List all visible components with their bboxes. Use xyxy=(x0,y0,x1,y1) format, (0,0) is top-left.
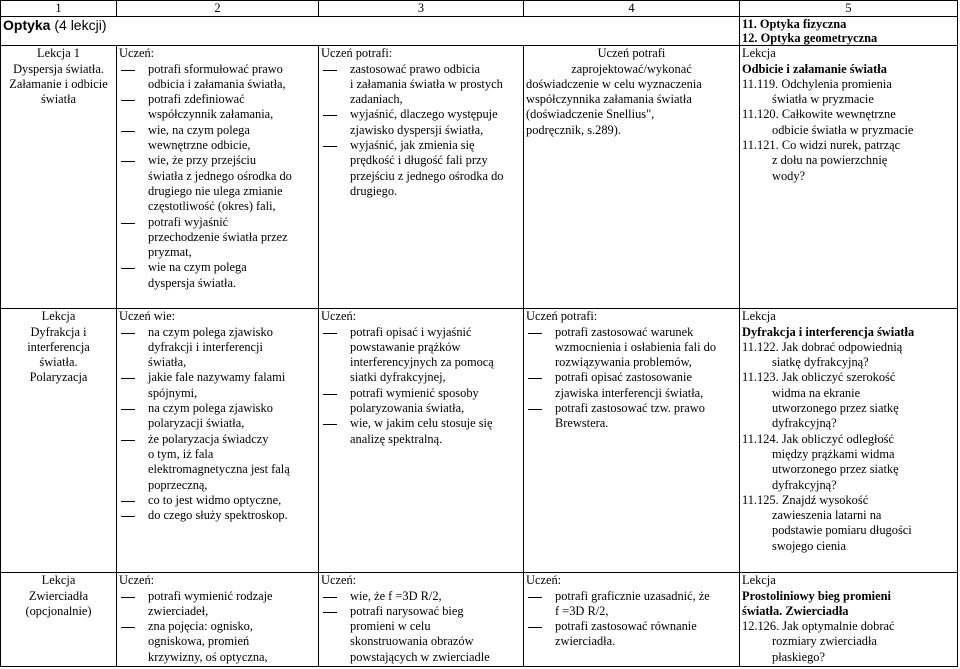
item-line: zjawiska interferencji światła, xyxy=(555,385,704,400)
cell-line: (doświadczenie Snellius", xyxy=(526,107,655,122)
item-line: prędkość i długość fali przy xyxy=(350,153,488,168)
item-line: drugiego nie ulega zmianie xyxy=(148,183,283,198)
task-text: Jak obliczyć szerokość xyxy=(781,370,896,385)
task-item xyxy=(742,432,955,493)
skills-extended-cell xyxy=(319,46,524,309)
task-number: 11.124. xyxy=(742,431,779,446)
title-rest: (4 lekcji) xyxy=(50,17,107,34)
task-line: siatkę dyfrakcyjną? xyxy=(772,355,869,370)
bullet-item xyxy=(321,138,521,199)
lesson-title-line: Odbicie i załamanie światła xyxy=(742,61,887,76)
item-line: pryzmat, xyxy=(148,245,192,260)
lesson-line: Dyfrakcja i xyxy=(30,324,87,339)
task-line xyxy=(742,370,955,385)
item-line: wie, w jakim celu stosuje się xyxy=(350,416,493,431)
item-line: zwierciadeł, xyxy=(148,603,209,618)
task-line: z dołu na powierzchnię xyxy=(772,153,888,168)
task-line: widma na ekranie xyxy=(772,385,861,400)
header-line: 12. Optyka geometryczna xyxy=(742,31,878,46)
skills-basic-cell xyxy=(117,309,319,573)
item-line: siatki dyfrakcyjnej, xyxy=(350,370,446,385)
bullet-item xyxy=(119,493,316,508)
lesson-row xyxy=(1,46,958,309)
task-line: swojego cienia xyxy=(772,538,846,553)
task-line xyxy=(742,432,955,447)
item-line: wewnętrzne odbicie, xyxy=(148,138,251,153)
item-line: przechodzenie światła przez xyxy=(148,229,288,244)
task-line xyxy=(742,619,955,634)
lesson-title-line: Lekcja xyxy=(742,46,776,61)
lesson-title-line: Lekcja xyxy=(742,309,776,324)
item-line: wzmocnienia i osłabienia fali do xyxy=(555,339,717,354)
bullet-item xyxy=(119,62,316,93)
task-line: odbicie światła w pryzmacie xyxy=(772,122,914,137)
task-number: 11.121. xyxy=(742,138,779,153)
task-text: Jak dobrać odpowiednią xyxy=(781,339,903,354)
bullet-item xyxy=(526,325,737,371)
item-line: na czym polega zjawisko xyxy=(148,324,273,339)
item-line: współczynnik załamania, xyxy=(148,107,274,122)
lesson-row xyxy=(1,309,958,573)
bullet-item xyxy=(119,123,316,154)
bullet-item xyxy=(119,370,316,401)
lesson-title-line: światła. Zwierciadła xyxy=(742,603,849,618)
lesson-line: Lekcja 1 xyxy=(37,46,80,61)
task-text: Jak obliczyć odległość xyxy=(781,431,894,446)
item-line: elektromagnetyczna jest falą xyxy=(148,462,290,477)
item-line: polaryzacji światła, xyxy=(148,416,245,431)
item-line: przejściu z jednego ośrodka do xyxy=(350,168,504,183)
task-line: utworzonego przez siatkę xyxy=(772,401,899,416)
task-line xyxy=(742,340,955,355)
bullet-item xyxy=(526,589,737,620)
item-line: dyfrakcji i interferencji xyxy=(148,339,263,354)
item-line: zastosować prawo odbicia xyxy=(350,61,481,76)
cell-heading: Uczeń wie: xyxy=(119,309,176,324)
task-line xyxy=(742,493,955,508)
cell-heading: Uczeń: xyxy=(321,309,357,324)
bullet-item xyxy=(119,215,316,261)
bullet-item xyxy=(119,401,316,432)
task-line: rozmiary zwierciadła xyxy=(772,634,877,649)
lesson-line: interferencja xyxy=(27,339,90,354)
task-line: utworzonego przez siatkę xyxy=(772,462,899,477)
item-line: wie, że f =3D R/2, xyxy=(350,588,442,603)
lesson-title-line: Dyfrakcja i interferencja światła xyxy=(742,324,915,339)
item-line: poprzeczną, xyxy=(148,477,208,492)
item-line: krzywizny, oś optyczna, xyxy=(148,649,268,664)
cell-heading: Uczeń: xyxy=(119,46,155,61)
bullet-item xyxy=(321,62,521,108)
cell-heading: Uczeń: xyxy=(526,573,562,588)
item-line: Brewstera. xyxy=(555,416,609,431)
lesson-line: Załamanie i odbicie xyxy=(9,76,108,91)
task-item xyxy=(742,619,955,665)
item-line: jakie fale nazywamy falami xyxy=(148,370,286,385)
cell-heading: Uczeń: xyxy=(119,573,155,588)
bullet-item xyxy=(119,432,316,493)
item-line: interferencyjnych za pomocą xyxy=(350,355,494,370)
item-line: dyspersja światła. xyxy=(148,275,237,290)
task-number: 12.126. xyxy=(742,619,780,634)
lesson-cell xyxy=(1,46,117,309)
cell-heading: Uczeń potrafi: xyxy=(321,46,393,61)
item-line: f =3D R/2, xyxy=(555,603,609,618)
skills-advanced-cell xyxy=(524,46,740,309)
skills-extended-cell xyxy=(319,573,524,667)
cell-line: doświadczenie w celu wyznaczenia xyxy=(526,76,702,91)
item-line: polaryzowania światła, xyxy=(350,401,465,416)
task-text: Jak optymalnie dobrać xyxy=(782,619,895,634)
task-number: 11.125. xyxy=(742,492,779,507)
bullet-item xyxy=(526,619,737,650)
task-line: światła w pryzmacie xyxy=(772,92,874,107)
task-text: Co widzi nurek, patrząc xyxy=(781,138,901,153)
item-line: analizę spektralną. xyxy=(350,431,443,446)
item-line: potrafi zastosować tzw. prawo xyxy=(555,401,705,416)
task-item xyxy=(742,77,955,108)
bullet-item xyxy=(321,386,521,417)
task-item xyxy=(742,138,955,184)
item-line: powstawanie prążków xyxy=(350,339,461,354)
lesson-cell xyxy=(1,309,117,573)
bullet-item xyxy=(119,589,316,620)
lesson-row xyxy=(1,573,958,667)
item-line: zadaniach, xyxy=(350,92,403,107)
lesson-title-line: Lekcja xyxy=(742,573,776,588)
item-line: potrafi zastosować warunek xyxy=(555,324,694,339)
item-line: wyjaśnić, dlaczego występuje xyxy=(350,107,498,122)
item-line: potrafi sformułować prawo xyxy=(148,61,283,76)
skills-basic-cell xyxy=(117,46,319,309)
bullet-item xyxy=(119,260,316,291)
cell-heading: Uczeń potrafi: xyxy=(526,309,598,324)
bullet-item xyxy=(321,604,521,665)
item-line: powstających w zwierciadle xyxy=(350,649,490,664)
task-line: zawieszenia latarni na xyxy=(772,508,882,523)
task-line: wody? xyxy=(772,168,806,183)
col-number: 1 xyxy=(1,1,117,17)
col-number: 5 xyxy=(740,1,958,17)
item-line: o tym, iż fala xyxy=(148,446,214,461)
lesson-cell xyxy=(1,573,117,667)
tasks-cell xyxy=(740,46,958,309)
skills-basic-cell xyxy=(117,573,319,667)
cell-line: zaprojektować/wykonać xyxy=(571,61,692,76)
cell-line: współczynnika załamania światła xyxy=(526,92,692,107)
bullet-item xyxy=(119,92,316,123)
task-line: między prążkami widma xyxy=(772,446,895,461)
item-line: potrafi wymienić sposoby xyxy=(350,385,479,400)
item-line: potrafi narysować bieg xyxy=(350,603,464,618)
cell-line: Uczeń potrafi xyxy=(597,46,666,61)
task-item xyxy=(742,493,955,554)
section-title-row xyxy=(1,17,958,46)
item-line: skonstruowania obrazów xyxy=(350,634,474,649)
col-number: 4 xyxy=(524,1,740,17)
item-line: co to jest widmo optyczne, xyxy=(148,492,282,507)
lesson-line: (opcjonalnie) xyxy=(25,603,92,618)
section-title xyxy=(1,17,740,46)
task-text: Znajdź wysokość xyxy=(781,492,869,507)
task-number: 11.119. xyxy=(742,76,779,91)
item-line: na czym polega zjawisko xyxy=(148,401,273,416)
item-line: i załamania światła w prostych xyxy=(350,76,503,91)
bullet-item xyxy=(321,589,521,604)
skills-extended-cell xyxy=(319,309,524,573)
item-line: do czego służy spektroskop. xyxy=(148,508,288,523)
skills-advanced-cell xyxy=(524,309,740,573)
section-right-header xyxy=(740,17,958,46)
col-number: 3 xyxy=(319,1,524,17)
cell-heading: Uczeń: xyxy=(321,573,357,588)
title-bold: Optyka xyxy=(3,17,51,34)
task-line: dyfrakcyjną? xyxy=(772,477,837,492)
item-line: ogniskowa, promień xyxy=(148,634,250,649)
item-line: drugiego. xyxy=(350,183,398,198)
item-line: wie, że przy przejściu xyxy=(148,153,257,168)
lesson-line: światła. xyxy=(39,355,78,370)
item-line: potrafi opisać zastosowanie xyxy=(555,370,692,385)
task-text: Odchylenia promienia xyxy=(781,76,892,91)
task-line: dyfrakcyjną? xyxy=(772,416,837,431)
cell-line: podręcznik, s.289). xyxy=(526,122,621,137)
item-line: potrafi wymienić rodzaje xyxy=(148,588,273,603)
item-line: że polaryzacja świadczy xyxy=(148,431,269,446)
bullet-item xyxy=(321,416,521,447)
item-line: wie na czym polega xyxy=(148,260,247,275)
lesson-line: Lekcja xyxy=(41,573,76,588)
header-line: 11. Optyka fizyczna xyxy=(742,17,847,32)
item-line: światła z jednego ośrodka do xyxy=(148,168,292,183)
bullet-item xyxy=(526,370,737,401)
column-number-row xyxy=(1,1,958,17)
bullet-item xyxy=(119,508,316,523)
task-item xyxy=(742,340,955,371)
item-line: częstotliwość (okres) fali, xyxy=(148,199,276,214)
item-line: rozwiązywania problemów, xyxy=(555,355,692,370)
bullet-item xyxy=(119,619,316,665)
task-number: 11.123. xyxy=(742,370,779,385)
item-line: zjawisko dyspersji światła, xyxy=(350,122,484,137)
bullet-item xyxy=(119,153,316,214)
task-line: płaskiego? xyxy=(772,649,825,664)
lesson-line: Dyspersja światła. xyxy=(13,61,104,76)
item-line: wyjaśnić, jak zmienia się xyxy=(350,138,475,153)
bullet-item xyxy=(526,401,737,432)
item-line: potrafi zdefiniować xyxy=(148,92,245,107)
task-number: 11.122. xyxy=(742,339,779,354)
col-number: 2 xyxy=(117,1,319,17)
item-line: potrafi wyjaśnić xyxy=(148,214,229,229)
task-item xyxy=(742,370,955,431)
task-number: 11.120. xyxy=(742,107,779,122)
tasks-cell xyxy=(740,309,958,573)
bullet-item xyxy=(119,325,316,371)
task-item xyxy=(742,107,955,138)
lesson-title-line: Prostoliniowy bieg promieni xyxy=(742,588,891,603)
item-line: zna pojęcia: ognisko, xyxy=(148,619,253,634)
bullet-item xyxy=(321,325,521,386)
bullet-item xyxy=(321,107,521,138)
tasks-cell xyxy=(740,573,958,667)
item-line: promieni w celu xyxy=(350,619,431,634)
lesson-line: Polaryzacja xyxy=(29,370,88,385)
lesson-line: Zwierciadła xyxy=(28,588,89,603)
item-line: światła, xyxy=(148,355,187,370)
item-line: wie, na czym polega xyxy=(148,122,250,137)
item-line: potrafi zastosować równanie xyxy=(555,619,697,634)
task-line xyxy=(742,107,955,122)
item-line: zwierciadła. xyxy=(555,634,616,649)
item-line: odbicia i załamania światła, xyxy=(148,76,286,91)
task-line xyxy=(742,138,955,153)
item-line: spójnymi, xyxy=(148,385,198,400)
task-line xyxy=(742,77,955,92)
skills-advanced-cell xyxy=(524,573,740,667)
item-line: potrafi opisać i wyjaśnić xyxy=(350,324,472,339)
lesson-line: Lekcja xyxy=(41,309,76,324)
task-text: Całkowite wewnętrzne xyxy=(781,107,896,122)
item-line: potrafi graficznie uzasadnić, że xyxy=(555,588,710,603)
lesson-line: światła xyxy=(40,92,77,107)
task-line: podstawie pomiaru długości xyxy=(772,523,912,538)
